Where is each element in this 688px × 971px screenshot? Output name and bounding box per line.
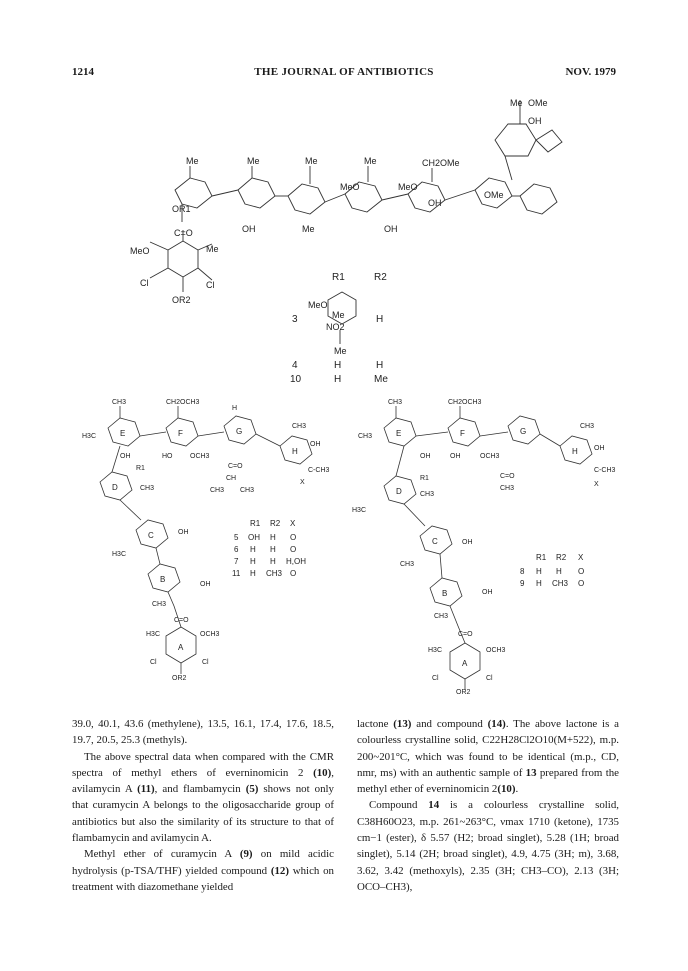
table-cell: H,OH (286, 557, 306, 566)
text-run: which on treatment with diazomethane yielded (72, 864, 334, 893)
label-h3c: H3C (82, 433, 97, 440)
label-cl: Cl (486, 675, 493, 682)
label-ch3: CH3 (210, 487, 225, 494)
label-meo: MeO (398, 182, 418, 192)
table-cell: H (536, 579, 542, 588)
label-h3c: H3C (352, 507, 367, 514)
label-och3: OCH3 (480, 453, 500, 460)
table-header-r1: R1 (250, 519, 261, 528)
label-co: C=O (174, 617, 189, 624)
label-me: Me (332, 310, 345, 320)
label-me: Me (334, 346, 347, 356)
left-substituent-table (232, 519, 306, 578)
right-text-column (357, 716, 619, 895)
label-r1: R1 (420, 475, 429, 482)
ring-letter: H (292, 447, 298, 456)
table-header-r2: R2 (270, 519, 281, 528)
compound-ref: 13 (525, 766, 537, 779)
label-cl: Cl (150, 659, 157, 666)
ring-letter: H (572, 447, 578, 456)
ring-letter: G (236, 427, 243, 436)
table-header-r2: R2 (374, 272, 387, 283)
text-run: is a colourless crystalline solid, C38H60O23, m.p. 261~263°C, νmax 1710 (ketone), 1735 cm−1 (ester), δ 5.57 (H2; broad singlet), 5.28 (1H; broad singlet), 5.14 (2H; broad singlet), 4.9, 4.75 (3H; m), 3.68, 3.62, 3.42 (methoxyls), 2.35 (3H; CH3–CO), 2.13 (3H; OCO–CH3), (357, 799, 619, 893)
table-cell: H (250, 569, 256, 578)
label-r1: R1 (136, 465, 145, 472)
table-header-r1: R1 (332, 272, 345, 283)
label-oh: OH (120, 453, 131, 460)
text-run: . (515, 783, 519, 796)
label-co: C=O (174, 228, 193, 238)
label-ch3: CH3 (388, 399, 403, 406)
table-cell: H (334, 374, 342, 385)
label-ch3: CH3 (420, 491, 435, 498)
table-cell: H (376, 360, 384, 371)
table-cell: O (578, 567, 585, 576)
table-cell: H (270, 533, 276, 542)
ring-letter: A (178, 643, 184, 652)
label-ch3: CH3 (240, 487, 255, 494)
label-och3: OCH3 (190, 453, 210, 460)
compound-number: 10 (290, 374, 302, 385)
label-oh: OH (178, 529, 189, 536)
compound-ref: (10) (497, 783, 516, 796)
compound-number: 3 (292, 314, 298, 325)
text-run: shows not only that curamycin A belongs to the oligosaccharide group of antibiotics but also the similarity of its structure to that of flambamycin and avilamycin A. (72, 783, 335, 845)
label-x: X (300, 479, 305, 486)
compound-number: 8 (520, 567, 525, 576)
table-cell: H (250, 545, 256, 554)
label-co: C=O (458, 631, 473, 638)
label-meo: MeO (308, 300, 328, 310)
label-ch3: CH3 (152, 601, 167, 608)
ring-letter: F (460, 429, 465, 438)
label-ch3: CH3 (500, 485, 515, 492)
label-or2: OR2 (172, 675, 187, 682)
label-ome: OMe (484, 190, 504, 200)
ring-letter: G (520, 427, 527, 436)
label-cl: Cl (206, 280, 215, 290)
table-cell: O (290, 533, 297, 542)
table-cell: H (270, 545, 276, 554)
ring-letter: E (396, 429, 402, 438)
compound-ref: (9) (239, 848, 253, 861)
label-cl: Cl (432, 675, 439, 682)
compound-ref: (12) (270, 864, 290, 877)
label-c-ch3: C-CH3 (308, 467, 330, 474)
table-header-x: X (290, 519, 296, 528)
structure-top-labels (130, 98, 548, 356)
label-ome: OMe (528, 98, 548, 108)
label-or2: OR2 (456, 689, 471, 696)
label-oh: OH (594, 445, 605, 452)
label-ch3: CH3 (358, 433, 373, 440)
label-meo: MeO (130, 246, 150, 256)
ring-letter: A (462, 659, 468, 668)
label-me: Me (510, 98, 523, 108)
label-cl: Cl (140, 278, 149, 288)
label-me: Me (186, 156, 199, 166)
ring-letter: D (112, 483, 118, 492)
label-oh: OH (462, 539, 473, 546)
label-x: X (594, 481, 599, 488)
table-cell: H (556, 567, 562, 576)
label-ch3: CH3 (292, 423, 307, 430)
compound-number: 5 (234, 533, 239, 542)
ring-letter: F (178, 429, 183, 438)
text-run: lactone (357, 718, 394, 730)
compound-ref: (14) (487, 718, 506, 730)
label-or2: OR2 (172, 295, 191, 305)
issue-date: NOV. 1979 (565, 66, 616, 78)
label-me: Me (364, 156, 377, 166)
label-ch3: CH3 (434, 613, 449, 620)
table-cell: OH (248, 533, 260, 542)
structure-top-bonds (150, 100, 562, 344)
structure-right-ring-letters (396, 427, 578, 668)
table-header-x: X (578, 553, 584, 562)
text-run: Compound (369, 799, 429, 812)
left-paragraph-3 (72, 846, 334, 895)
text-run: prepared from the methyl ether of everninomicin 2 (357, 766, 619, 796)
label-ch3: CH3 (580, 423, 595, 430)
label-me: Me (206, 244, 219, 254)
text-run: . The above lactone is a colourless crystalline solid, C22H28Cl2O10(M+522), m.p. 200~201°C, which was found to be identical (m.p., CD, nmr, ms) with an authentic sample of (357, 718, 619, 779)
label-och3: OCH3 (486, 647, 506, 654)
compound-number: 11 (232, 569, 241, 578)
ring-letter: D (396, 487, 402, 496)
label-h3c: H3C (428, 647, 443, 654)
label-me: Me (305, 156, 318, 166)
table-cell: H (250, 557, 256, 566)
compound-number: 7 (234, 557, 239, 566)
label-oh: OH (310, 441, 321, 448)
compound-ref: (10) (313, 766, 332, 779)
label-oh: OH (450, 453, 461, 460)
label-oh: OH (384, 224, 398, 234)
ring-letter: C (432, 537, 438, 546)
label-no2: NO2 (326, 322, 345, 332)
table-cell: CH3 (266, 569, 283, 578)
table-cell: H (334, 360, 342, 371)
label-och3: OCH3 (200, 631, 220, 638)
label-ch3: CH3 (400, 561, 415, 568)
compound-ref: 14 (428, 799, 440, 812)
text-run: The above spectral data when compared with the CMR spectra of methyl ethers of everninomicin 2 (72, 750, 334, 779)
label-ho: HO (162, 453, 173, 460)
label-ch2ome: CH2OMe (422, 158, 460, 168)
label-oh: OH (482, 589, 493, 596)
page-number: 1214 (72, 66, 94, 78)
label-ch2och3: CH2OCH3 (448, 399, 482, 406)
label-meo: MeO (340, 182, 360, 192)
label-ch3: CH3 (140, 485, 155, 492)
label-me: Me (302, 224, 315, 234)
left-text-column (72, 716, 334, 895)
table-cell: O (578, 579, 585, 588)
left-paragraph-1 (72, 716, 334, 749)
table-cell: H (270, 557, 276, 566)
compound-number: 9 (520, 579, 525, 588)
text-run: , and flambamycin (154, 783, 246, 796)
compound-ref: (13) (393, 718, 412, 730)
label-ch: CH (226, 475, 237, 482)
ring-letter: B (160, 575, 166, 584)
compound-number: 4 (292, 360, 298, 371)
table-cell: H (536, 567, 542, 576)
structure-right-labels (352, 399, 615, 696)
text-run: on mild acidic hydrolysis (p-TSA/THF) yielded compound (72, 848, 334, 877)
text-run: , avilamycin A (72, 766, 334, 796)
text-run: and compound (411, 718, 488, 730)
label-oh: OH (528, 116, 542, 126)
text-run: Methyl ether of curamycin A (84, 848, 240, 861)
label-oh: OH (428, 198, 442, 208)
table-header-r1: R1 (536, 553, 547, 562)
ring-letter: C (148, 531, 154, 540)
label-h3c: H3C (146, 631, 161, 638)
label-me: Me (247, 156, 260, 166)
label-ch3: CH3 (112, 399, 127, 406)
label-co: C=O (228, 463, 243, 470)
right-substituent-table (520, 553, 584, 588)
compound-ref: (11) (137, 783, 155, 796)
ring-letter: B (442, 589, 448, 598)
compound-ref: (5) (245, 783, 259, 796)
label-h: H (232, 405, 238, 412)
label-cl: Cl (202, 659, 209, 666)
table-cell: CH3 (552, 579, 569, 588)
label-co: C=O (500, 473, 515, 480)
text-run: 39.0, 40.1, 43.6 (methylene), 13.5, 16.1, 17.4, 17.6, 18.5, 19.7, 20.5, 25.3 (methyls). (72, 718, 334, 747)
label-or1: OR1 (172, 204, 191, 214)
table-cell: O (290, 545, 297, 554)
label-oh: OH (420, 453, 431, 460)
label-h3c: H3C (112, 551, 127, 558)
right-paragraph-1 (357, 716, 619, 797)
compound-number: 6 (234, 545, 239, 554)
table-cell: H (376, 314, 384, 325)
label-oh: OH (200, 581, 211, 588)
table-cell: Me (374, 374, 388, 385)
ring-letter: E (120, 429, 126, 438)
table-cell: O (290, 569, 297, 578)
label-ch2och3: CH2OCH3 (166, 399, 200, 406)
table-header-r2: R2 (556, 553, 567, 562)
label-oh: OH (242, 224, 256, 234)
label-c-ch3: C-CH3 (594, 467, 616, 474)
left-paragraph-2 (72, 749, 334, 847)
journal-title: THE JOURNAL OF ANTIBIOTICS (254, 66, 434, 78)
right-paragraph-2 (357, 797, 619, 895)
